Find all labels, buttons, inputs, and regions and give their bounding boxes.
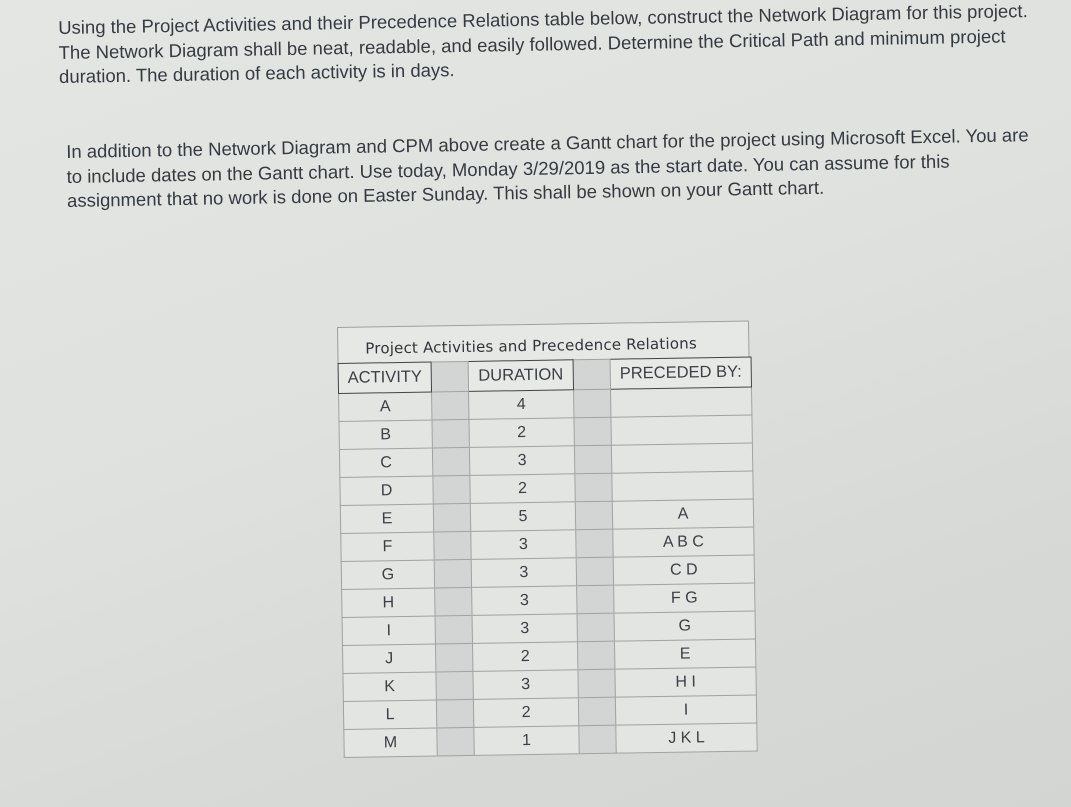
column-separator [574, 389, 611, 418]
activity-cell: B [339, 420, 432, 449]
duration-cell: 2 [472, 642, 577, 672]
column-separator [432, 419, 469, 448]
duration-cell: 2 [470, 474, 575, 504]
column-separator [576, 557, 613, 586]
column-separator [432, 391, 469, 420]
column-separator [433, 503, 470, 532]
preceded-by-cell [611, 387, 752, 417]
preceded-by-cell: I [615, 695, 756, 725]
preceded-by-cell: A [612, 499, 753, 529]
activity-cell: H [342, 588, 435, 617]
activity-cell: E [340, 504, 433, 533]
activity-cell: D [340, 476, 433, 505]
column-separator [434, 531, 471, 560]
duration-cell: 4 [469, 390, 574, 420]
table-title: Project Activities and Precedence Relations [337, 321, 750, 363]
activity-cell: J [343, 644, 436, 673]
duration-cell: 3 [469, 446, 574, 476]
activity-cell: C [339, 448, 432, 477]
activity-cell: I [342, 616, 435, 645]
preceded-by-cell: E [614, 639, 755, 669]
activity-cell: G [341, 560, 434, 589]
column-separator [434, 559, 471, 588]
duration-cell: 3 [471, 558, 576, 588]
instructions-paragraph-2: In addition to the Network Diagram and CPM above create a Gantt chart for the project using Microsoft Excel. You are to include dates on the Gantt chart. Use today, Monday 3/29/2019 as the start date. You can assume for this assignment that no work is done on Easter Sunday. This shall be shown on your Gantt chart. [66, 124, 1029, 211]
preceded-by-cell: C D [613, 555, 754, 585]
duration-cell: 2 [469, 418, 574, 448]
column-separator [435, 615, 472, 644]
preceded-by-cell: J K L [616, 723, 757, 753]
preceded-by-cell: A B C [613, 527, 754, 557]
column-separator [578, 697, 615, 726]
column-separator [578, 669, 615, 698]
duration-cell: 1 [474, 726, 579, 756]
column-separator [577, 641, 614, 670]
activity-cell: F [341, 532, 434, 561]
duration-cell: 3 [472, 614, 577, 644]
instructions-paragraph-1: Using the Project Activities and their Precedence Relations table below, construct the Network Diagram for this project. The Network Diagram shall be neat, readable, and easily followed. Determine the Critical Path and minimum project duration. The duration of each activity is in days. [58, 0, 1028, 87]
precedence-table-sheet [337, 320, 758, 757]
column-separator [574, 445, 611, 474]
column-separator [435, 643, 472, 672]
preceded-by-cell: G [614, 611, 755, 641]
preceded-by-cell [612, 471, 753, 501]
header-duration: DURATION [468, 360, 573, 392]
column-separator [432, 447, 469, 476]
preceded-by-cell [611, 443, 752, 473]
table-row [344, 723, 757, 757]
column-separator [433, 475, 470, 504]
activity-cell: L [343, 700, 436, 729]
column-separator [436, 671, 473, 700]
column-separator [437, 727, 474, 756]
duration-cell: 5 [470, 502, 575, 532]
duration-cell: 3 [473, 670, 578, 700]
column-separator [577, 585, 614, 614]
column-separator [435, 587, 472, 616]
column-separator [576, 529, 613, 558]
column-separator [573, 359, 610, 390]
header-preceded-by: PRECEDED BY: [610, 357, 751, 389]
precedence-table [338, 356, 758, 757]
duration-cell: 2 [473, 698, 578, 728]
activity-cell: A [339, 392, 432, 421]
column-separator [436, 699, 473, 728]
activity-cell: M [344, 728, 437, 757]
header-activity: ACTIVITY [338, 362, 431, 393]
duration-cell: 3 [471, 530, 576, 560]
column-separator [575, 473, 612, 502]
column-separator [575, 501, 612, 530]
column-separator [574, 417, 611, 446]
preceded-by-cell [611, 415, 752, 445]
column-separator [431, 361, 468, 392]
column-separator [579, 725, 616, 754]
duration-cell: 3 [472, 586, 577, 616]
preceded-by-cell: F G [614, 583, 755, 613]
activity-cell: K [343, 672, 436, 701]
column-separator [577, 613, 614, 642]
preceded-by-cell: H I [615, 667, 756, 697]
